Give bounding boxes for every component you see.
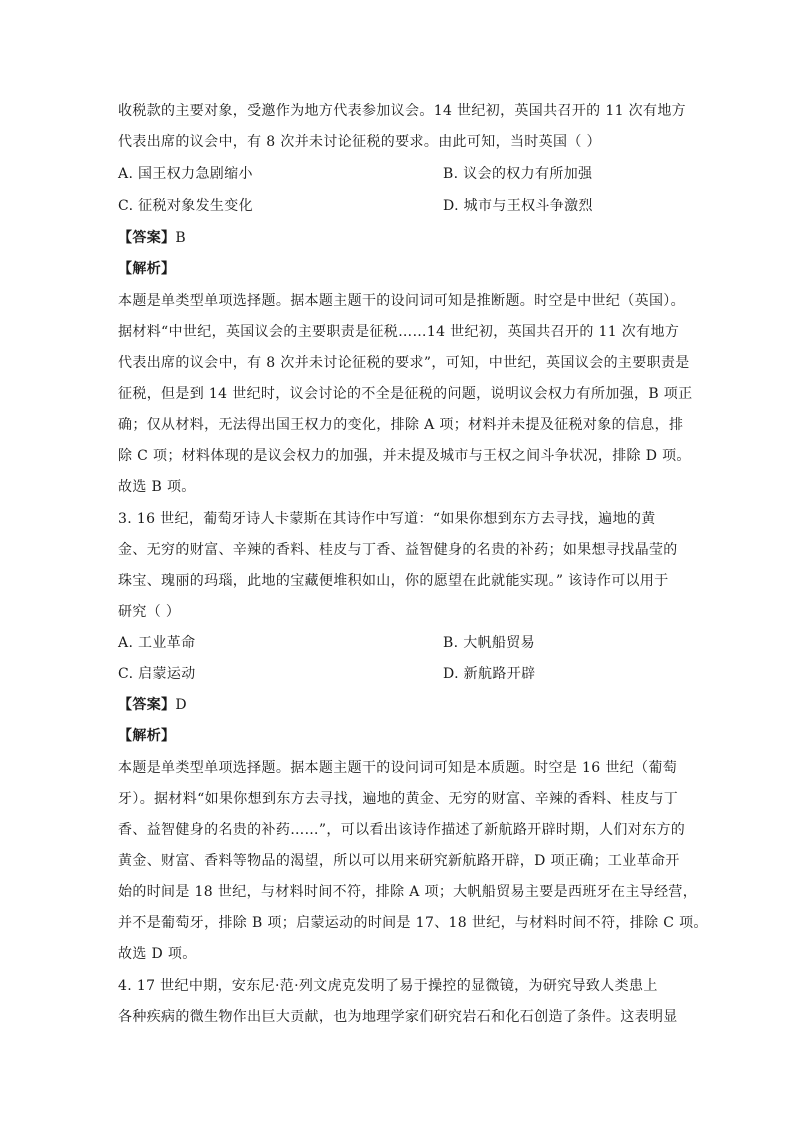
- q2-stem-line: 代表出席的议会中，有 8 次并未讨论征税的要求。由此可知，当时英国（ ）: [118, 134, 601, 150]
- q3-analysis-line: 始的时间是 18 世纪，与材料时间不符，排除 A 项；大帆船贸易主要是西班牙在主导经营，: [118, 884, 698, 900]
- q3-analysis-label: 【解析】: [118, 728, 176, 744]
- q3-analysis-line: 香、益智健身的名贵的补药……”，可以看出该诗作描述了新航路开辟时期，人们对东方的: [118, 822, 686, 838]
- q3-stem-line: 3. 16 世纪，葡萄牙诗人卡蒙斯在其诗作中写道：“如果你想到东方去寻找，遍地的黄: [118, 511, 656, 527]
- q2-analysis-line: 代表出席的议会中，有 8 次并未讨论征税的要求”，可知，中世纪，英国议会的主要职责是: [118, 355, 690, 371]
- q2-stem-line: 收税款的主要对象，受邀作为地方代表参加议会。14 世纪初，英国共召开的 11 次有地方: [118, 103, 687, 119]
- q3-stem-line: 金、无穷的财富、辛辣的香料、桂皮与丁香、益智健身的名贵的补药；如果想寻找晶莹的: [118, 542, 678, 558]
- q2-option-d: D. 城市与王权斗争激烈: [443, 198, 593, 214]
- q3-answer: [118, 695, 678, 715]
- q2-analysis-line: 除 C 项；材料体现的是议会权力的加强，并未提及城市与王权之间斗争状况，排除 D 项。: [118, 448, 691, 464]
- q2-option-c: C. 征税对象发生变化: [118, 198, 253, 214]
- q3-analysis-line: 牙）。据材料“如果你想到东方去寻找，遍地的黄金、无穷的财富、辛辣的香料、桂皮与丁: [118, 791, 679, 807]
- q3-option-b: B. 大帆船贸易: [443, 635, 535, 651]
- q3-stem-line: 研究（ ）: [118, 604, 181, 620]
- q2-analysis-line: 本题是单类型单项选择题。据本题主题干的设问词可知是推断题。时空是中世纪（英国）。: [118, 293, 685, 309]
- q2-analysis-line: 确；仅从材料，无法得出国王权力的变化，排除 A 项；材料并未提及征税对象的信息，排: [118, 417, 684, 433]
- q3-option-c: C. 启蒙运动: [118, 666, 196, 682]
- q3-analysis-line: 黄金、财富、香料等物品的渴望，所以可以用来研究新航路开辟，D 项正确；工业革命开: [118, 853, 680, 869]
- q2-analysis-label: 【解析】: [118, 261, 176, 277]
- q3-analysis-line: 故选 D 项。: [118, 946, 197, 962]
- q3-analysis-line: 并不是葡萄牙，排除 B 项；启蒙运动的时间是 17、18 世纪，与材料时间不符，排除 C 项。: [118, 915, 708, 931]
- q3-answer-label: 【答案】: [118, 697, 176, 713]
- q2-analysis-line: 征税，但是到 14 世纪时，议会讨论的不全是征税的问题，说明议会权力有所加强，B 项正: [118, 386, 693, 402]
- q3-stem-line: 珠宝、瑰丽的玛瑙，此地的宝藏便堆积如山，你的愿望在此就能实现。” 该诗作可以用于: [118, 573, 669, 589]
- q2-answer-label: 【答案】: [118, 230, 176, 246]
- q2-analysis-line: 据材料“中世纪，英国议会的主要职责是征税……14 世纪初，英国共召开的 11 次有地方: [118, 324, 680, 340]
- q4-stem-line: 各种疾病的微生物作出巨大贡献，也为地理学家们研究岩石和化石创造了条件。这表明显: [118, 1009, 678, 1025]
- q2-option-a: A. 国王权力急剧缩小: [118, 166, 253, 182]
- q2-analysis-line: 故选 B 项。: [118, 479, 196, 495]
- q3-answer-value: D: [175, 697, 187, 713]
- q3-option-d: D. 新航路开辟: [443, 666, 536, 682]
- q2-answer-value: B: [175, 230, 187, 246]
- q3-analysis-line: 本题是单类型单项选择题。据本题主题干的设问词可知是本质题。时空是 16 世纪（葡萄: [118, 760, 678, 776]
- q2-answer: [118, 228, 678, 248]
- q3-option-a: A. 工业革命: [118, 635, 196, 651]
- q2-option-b: B. 议会的权力有所加强: [443, 166, 593, 182]
- q4-stem-line: 4. 17 世纪中期，安东尼·范·列文虎克发明了易于操控的显微镜，为研究导致人类患上: [118, 978, 658, 994]
